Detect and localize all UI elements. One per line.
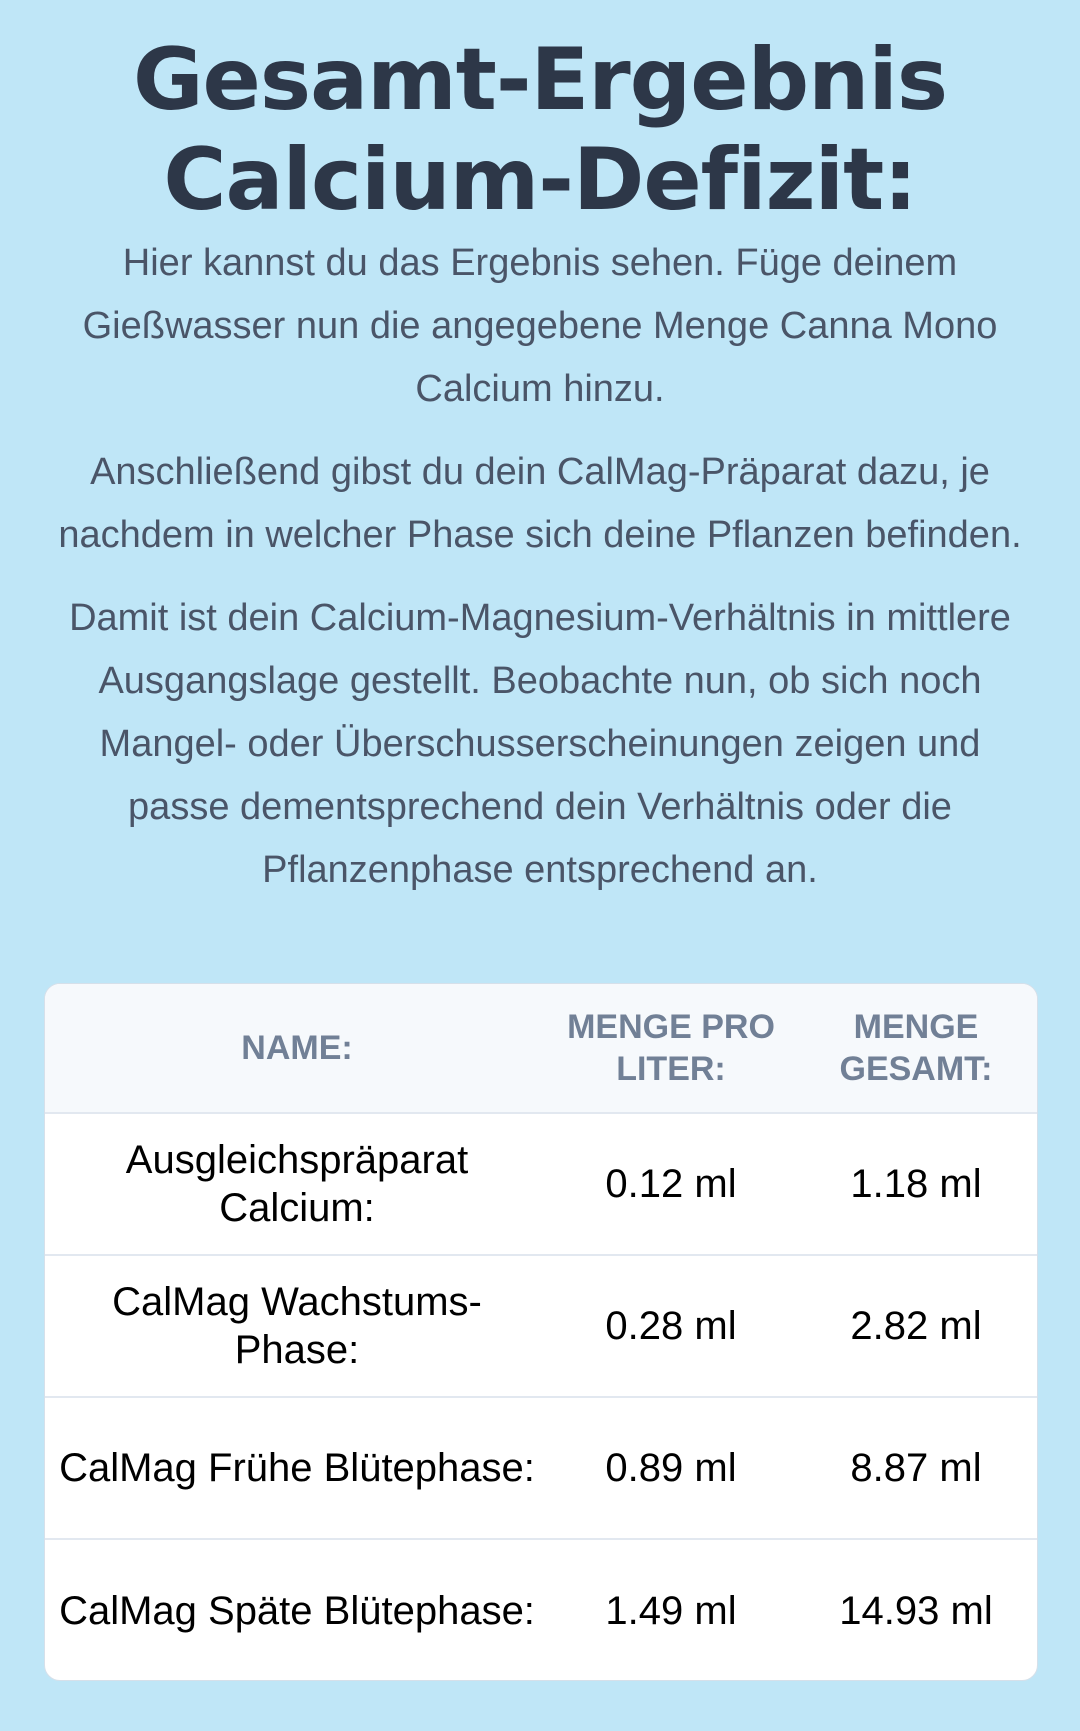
row-name-cell: CalMag Frühe Blütephase:: [59, 1446, 535, 1490]
table-row: [45, 1113, 1038, 1255]
row-name-cell: CalMag Späte Blütephase:: [59, 1588, 535, 1633]
row-per-liter-cell: 0.89 ml: [605, 1446, 737, 1490]
results-table-header: [45, 984, 1038, 1113]
column-header-per-liter: MENGE PRO LITER:: [549, 984, 793, 1113]
column-header-name: NAME:: [45, 984, 549, 1113]
table-row: [45, 1539, 1038, 1681]
row-total-cell: 2.82 ml: [850, 1304, 982, 1348]
page-title: [44, 30, 1036, 230]
row-total-cell: 1.18 ml: [850, 1162, 982, 1206]
intro-text: [44, 232, 1036, 902]
intro-paragraph-1: Hier kannst du das Ergebnis sehen. Füge deinem Gießwasser nun die angegebene Menge Canna Mono Calcium hinzu.: [82, 242, 998, 410]
table-header-row: [45, 984, 1038, 1113]
column-header-total: MENGE GESAMT:: [793, 984, 1038, 1113]
intro-paragraph-2: Anschließend gibst du dein CalMag-Präparat dazu, je nachdem in welcher Phase sich deine Pflanzen befinden.: [58, 451, 1022, 556]
row-per-liter-cell: 1.49 ml: [605, 1588, 737, 1633]
page-title-line-2: Calcium-Defizit:: [163, 130, 917, 230]
row-name-cell: Ausgleichspräparat Calcium:: [125, 1138, 469, 1230]
intro-paragraph-3: Damit ist dein Calcium-Magnesium-Verhältnis in mittlere Ausgangslage gestellt. Beobachte nun, ob sich noch Mangel- oder Überschusserscheinungen zeigen und passe dementsprechend dein Verhältnis oder die Pflanzenphase entsprechend an.: [69, 597, 1011, 891]
results-table-card: [44, 983, 1038, 1681]
row-per-liter-cell: 0.28 ml: [605, 1304, 737, 1348]
row-total-cell: 14.93 ml: [839, 1588, 993, 1633]
row-total-cell: 8.87 ml: [850, 1446, 982, 1490]
row-per-liter-cell: 0.12 ml: [605, 1162, 737, 1206]
page-title-line-1: Gesamt-Ergebnis: [132, 30, 948, 130]
row-name-cell: CalMag Wachstums-Phase:: [112, 1280, 482, 1372]
table-row: [45, 1397, 1038, 1539]
results-table-body: [45, 1113, 1038, 1681]
results-table: [45, 984, 1038, 1681]
table-row: [45, 1255, 1038, 1397]
